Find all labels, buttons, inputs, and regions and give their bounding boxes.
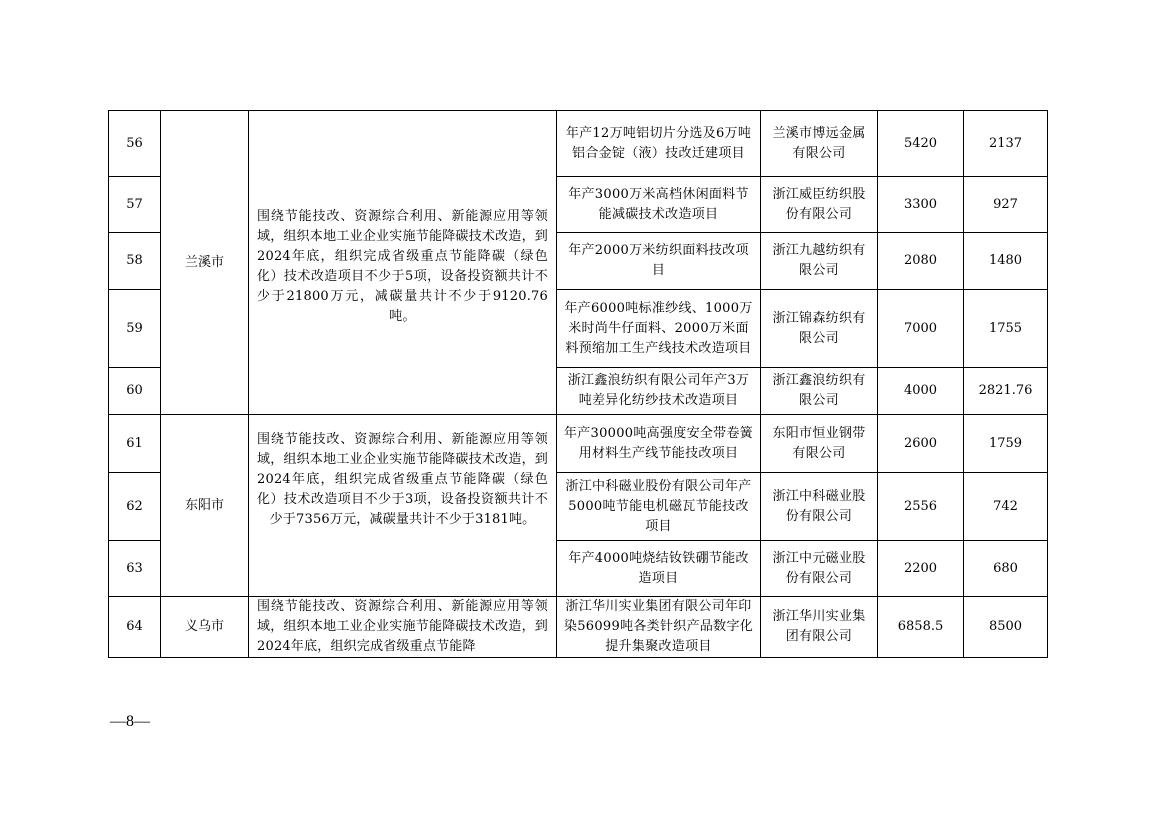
region-target-yiwu: 围绕节能技改、资源综合利用、新能源应用等领域，组织本地工业企业实施节能降碳技术改造，到2024年底，组织完成省级重点节能降 (249, 597, 557, 658)
project-name: 浙江鑫浪纺织有限公司年产3万吨差异化纺纱技术改造项目 (557, 368, 761, 415)
investment-value: 6858.5 (878, 597, 964, 658)
page-number: —8— (110, 713, 150, 730)
region-target-lanxi: 围绕节能技改、资源综合利用、新能源应用等领域，组织本地工业企业实施节能降碳技术改造，到2024年底，组织完成省级重点节能降碳（绿色化）技术改造项目不少于5项，设备投资额共计不少于21800万元，减碳量共计不少于9120.76吨。 (249, 111, 557, 415)
carbon-reduction-value: 927 (964, 177, 1048, 233)
project-name: 年产4000吨烧结钕铁硼节能改造项目 (557, 541, 761, 597)
project-name: 浙江中科磁业股份有限公司年产5000吨节能电机磁瓦节能技改项目 (557, 473, 761, 541)
carbon-reduction-value: 8500 (964, 597, 1048, 658)
region-name-yiwu: 义乌市 (161, 597, 249, 658)
carbon-reduction-value: 2137 (964, 111, 1048, 177)
row-number: 58 (109, 233, 161, 290)
project-name: 年产12万吨铝切片分选及6万吨铝合金锭（液）技改迁建项目 (557, 111, 761, 177)
row-number: 60 (109, 368, 161, 415)
company-name: 浙江华川实业集团有限公司 (761, 597, 878, 658)
table-row (109, 597, 1048, 658)
table-row (109, 111, 1048, 177)
project-name: 年产3000万米高档休闲面料节能减碳技术改造项目 (557, 177, 761, 233)
investment-value: 2556 (878, 473, 964, 541)
investment-value: 2080 (878, 233, 964, 290)
company-name: 浙江九越纺织有限公司 (761, 233, 878, 290)
carbon-reduction-value: 680 (964, 541, 1048, 597)
company-name: 浙江威臣纺织股份有限公司 (761, 177, 878, 233)
region-target-dongyang: 围绕节能技改、资源综合利用、新能源应用等领域，组织本地工业企业实施节能降碳技术改造，到2024年底，组织完成省级重点节能降碳（绿色化）技术改造项目不少于3项，设备投资额共计不少于7356万元，减碳量共计不少于3181吨。 (249, 415, 557, 597)
carbon-reduction-value: 1759 (964, 415, 1048, 473)
table-row (109, 415, 1048, 473)
region-name-lanxi: 兰溪市 (161, 111, 249, 415)
company-name: 浙江中元磁业股份有限公司 (761, 541, 878, 597)
carbon-reduction-value: 2821.76 (964, 368, 1048, 415)
investment-value: 2200 (878, 541, 964, 597)
company-name: 浙江锦森纺织有限公司 (761, 290, 878, 368)
carbon-reduction-value: 742 (964, 473, 1048, 541)
investment-value: 7000 (878, 290, 964, 368)
row-number: 64 (109, 597, 161, 658)
row-number: 59 (109, 290, 161, 368)
company-name: 浙江中科磁业股份有限公司 (761, 473, 878, 541)
row-number: 56 (109, 111, 161, 177)
investment-value: 4000 (878, 368, 964, 415)
investment-value: 3300 (878, 177, 964, 233)
carbon-reduction-value: 1480 (964, 233, 1048, 290)
row-number: 63 (109, 541, 161, 597)
project-name: 年产6000吨标准纱线、1000万米时尚牛仔面料、2000万米面料预缩加工生产线技术改造项目 (557, 290, 761, 368)
project-name: 年产30000吨高强度安全带卷簧用材料生产线节能技改项目 (557, 415, 761, 473)
project-table (108, 110, 1048, 658)
region-name-dongyang: 东阳市 (161, 415, 249, 597)
investment-value: 2600 (878, 415, 964, 473)
company-name: 东阳市恒业钢带有限公司 (761, 415, 878, 473)
row-number: 57 (109, 177, 161, 233)
project-name: 年产2000万米纺织面料技改项目 (557, 233, 761, 290)
project-name: 浙江华川实业集团有限公司年印染56099吨各类针织产品数字化提升集聚改造项目 (557, 597, 761, 658)
company-name: 兰溪市博远金属有限公司 (761, 111, 878, 177)
company-name: 浙江鑫浪纺织有限公司 (761, 368, 878, 415)
row-number: 62 (109, 473, 161, 541)
row-number: 61 (109, 415, 161, 473)
carbon-reduction-value: 1755 (964, 290, 1048, 368)
investment-value: 5420 (878, 111, 964, 177)
